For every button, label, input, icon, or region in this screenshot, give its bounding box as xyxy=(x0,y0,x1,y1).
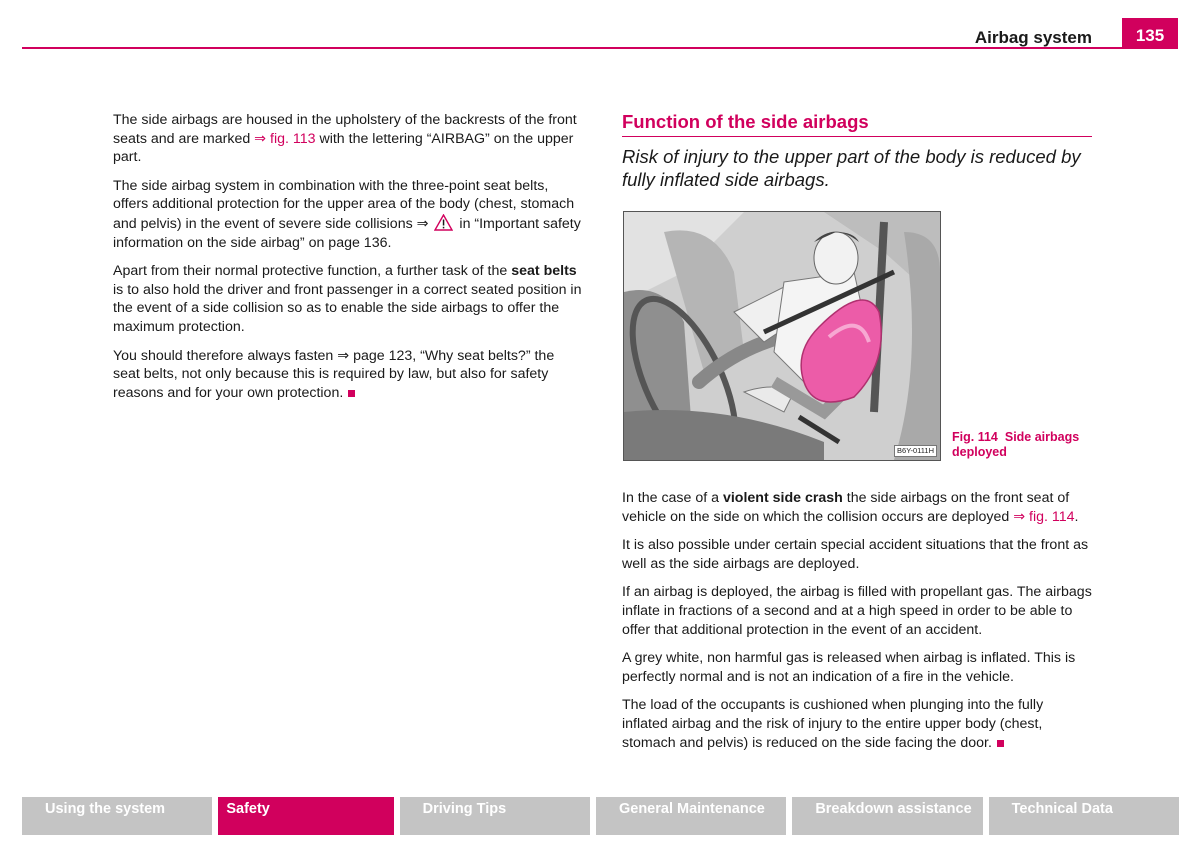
arrow-icon: ⇒ xyxy=(1013,508,1026,525)
page-number: 135 xyxy=(1122,18,1178,49)
fig-113-link[interactable]: fig. 113 xyxy=(270,130,316,147)
figure-side-airbags xyxy=(623,211,941,461)
paragraph: It is also possible under certain special accident situations that the front as well as the side airbags are deployed. xyxy=(622,537,1089,572)
paragraph: The side airbag system in combination with the three-point seat belts, offers additional protection for the upper area of the body (chest, stomach and pelvis) in the event of severe side collisions ⇒ in “Important safety information on the side airbag” on page 136. xyxy=(113,177,581,251)
paragraph: The load of the occupants is cushioned when plunging into the fully inflated airbag and the risk of injury to the entire upper body (chest, stomach and pelvis) is reduced on the side facing the door. xyxy=(622,697,1044,751)
section-intro: Risk of injury to the upper part of the body is reduced by fully inflated side airbags. xyxy=(622,146,1081,190)
end-square-icon xyxy=(348,390,355,397)
arrow-icon: ⇒ xyxy=(416,215,429,232)
paragraph: A grey white, non harmful gas is released when airbag is inflated. This is perfectly normal and is not an indication of a fire in the vehicle. xyxy=(622,650,1076,685)
side-airbag-illustration xyxy=(624,212,940,460)
paragraph: You should therefore always fasten ⇒ page 123, “Why seat belts?” the seat belts, not only because this is required by law, but also for safety reasons and for your own protection. xyxy=(113,347,555,401)
arrow-icon: ⇒ xyxy=(254,130,267,147)
left-column xyxy=(113,111,583,412)
paragraph: In the case of a violent side crash the side airbags on the front seat of vehicle on the side on which the collision occurs are deployed ⇒ fig. 114. xyxy=(622,490,1079,525)
right-column xyxy=(622,489,1092,762)
paragraph: Apart from their normal protective function, a further task of the seat belts is to also hold the driver and front passenger in a correct seated position in the event of a side collision so as to enable the side airbags to offer the maximum protection. xyxy=(113,263,582,335)
figure-code: B6Y-0111H xyxy=(894,445,937,457)
paragraph: If an airbag is deployed, the airbag is filled with propellant gas. The airbags inflate in fractions of a second and at a high speed in order to be able to offer that additional protection in the event of an accident. xyxy=(622,584,1092,638)
tab-technical-data[interactable]: Technical Data xyxy=(989,797,1179,835)
fig-114-link[interactable]: fig. 114 xyxy=(1029,508,1075,525)
figure-caption: Fig. 114 Side airbags deployed xyxy=(952,430,1080,459)
section-heading: Function of the side airbags xyxy=(622,111,1092,137)
tab-breakdown-assistance[interactable]: Breakdown assistance xyxy=(792,797,982,835)
tab-using-the-system[interactable]: Using the system xyxy=(22,797,212,835)
arrow-icon: ⇒ xyxy=(337,347,350,364)
tab-driving-tips[interactable]: Driving Tips xyxy=(400,797,590,835)
end-square-icon xyxy=(997,740,1004,747)
tab-safety[interactable]: Safety xyxy=(218,797,393,835)
page-title: Airbag system xyxy=(974,28,1092,47)
paragraph: The side airbags are housed in the upholstery of the backrests of the front seats and are marked ⇒ fig. 113 with the lettering “AIRBAG” on the upper part. xyxy=(113,112,577,166)
warning-triangle-icon xyxy=(434,214,453,231)
footer-nav xyxy=(22,797,1179,835)
tab-general-maintenance[interactable]: General Maintenance xyxy=(596,797,786,835)
